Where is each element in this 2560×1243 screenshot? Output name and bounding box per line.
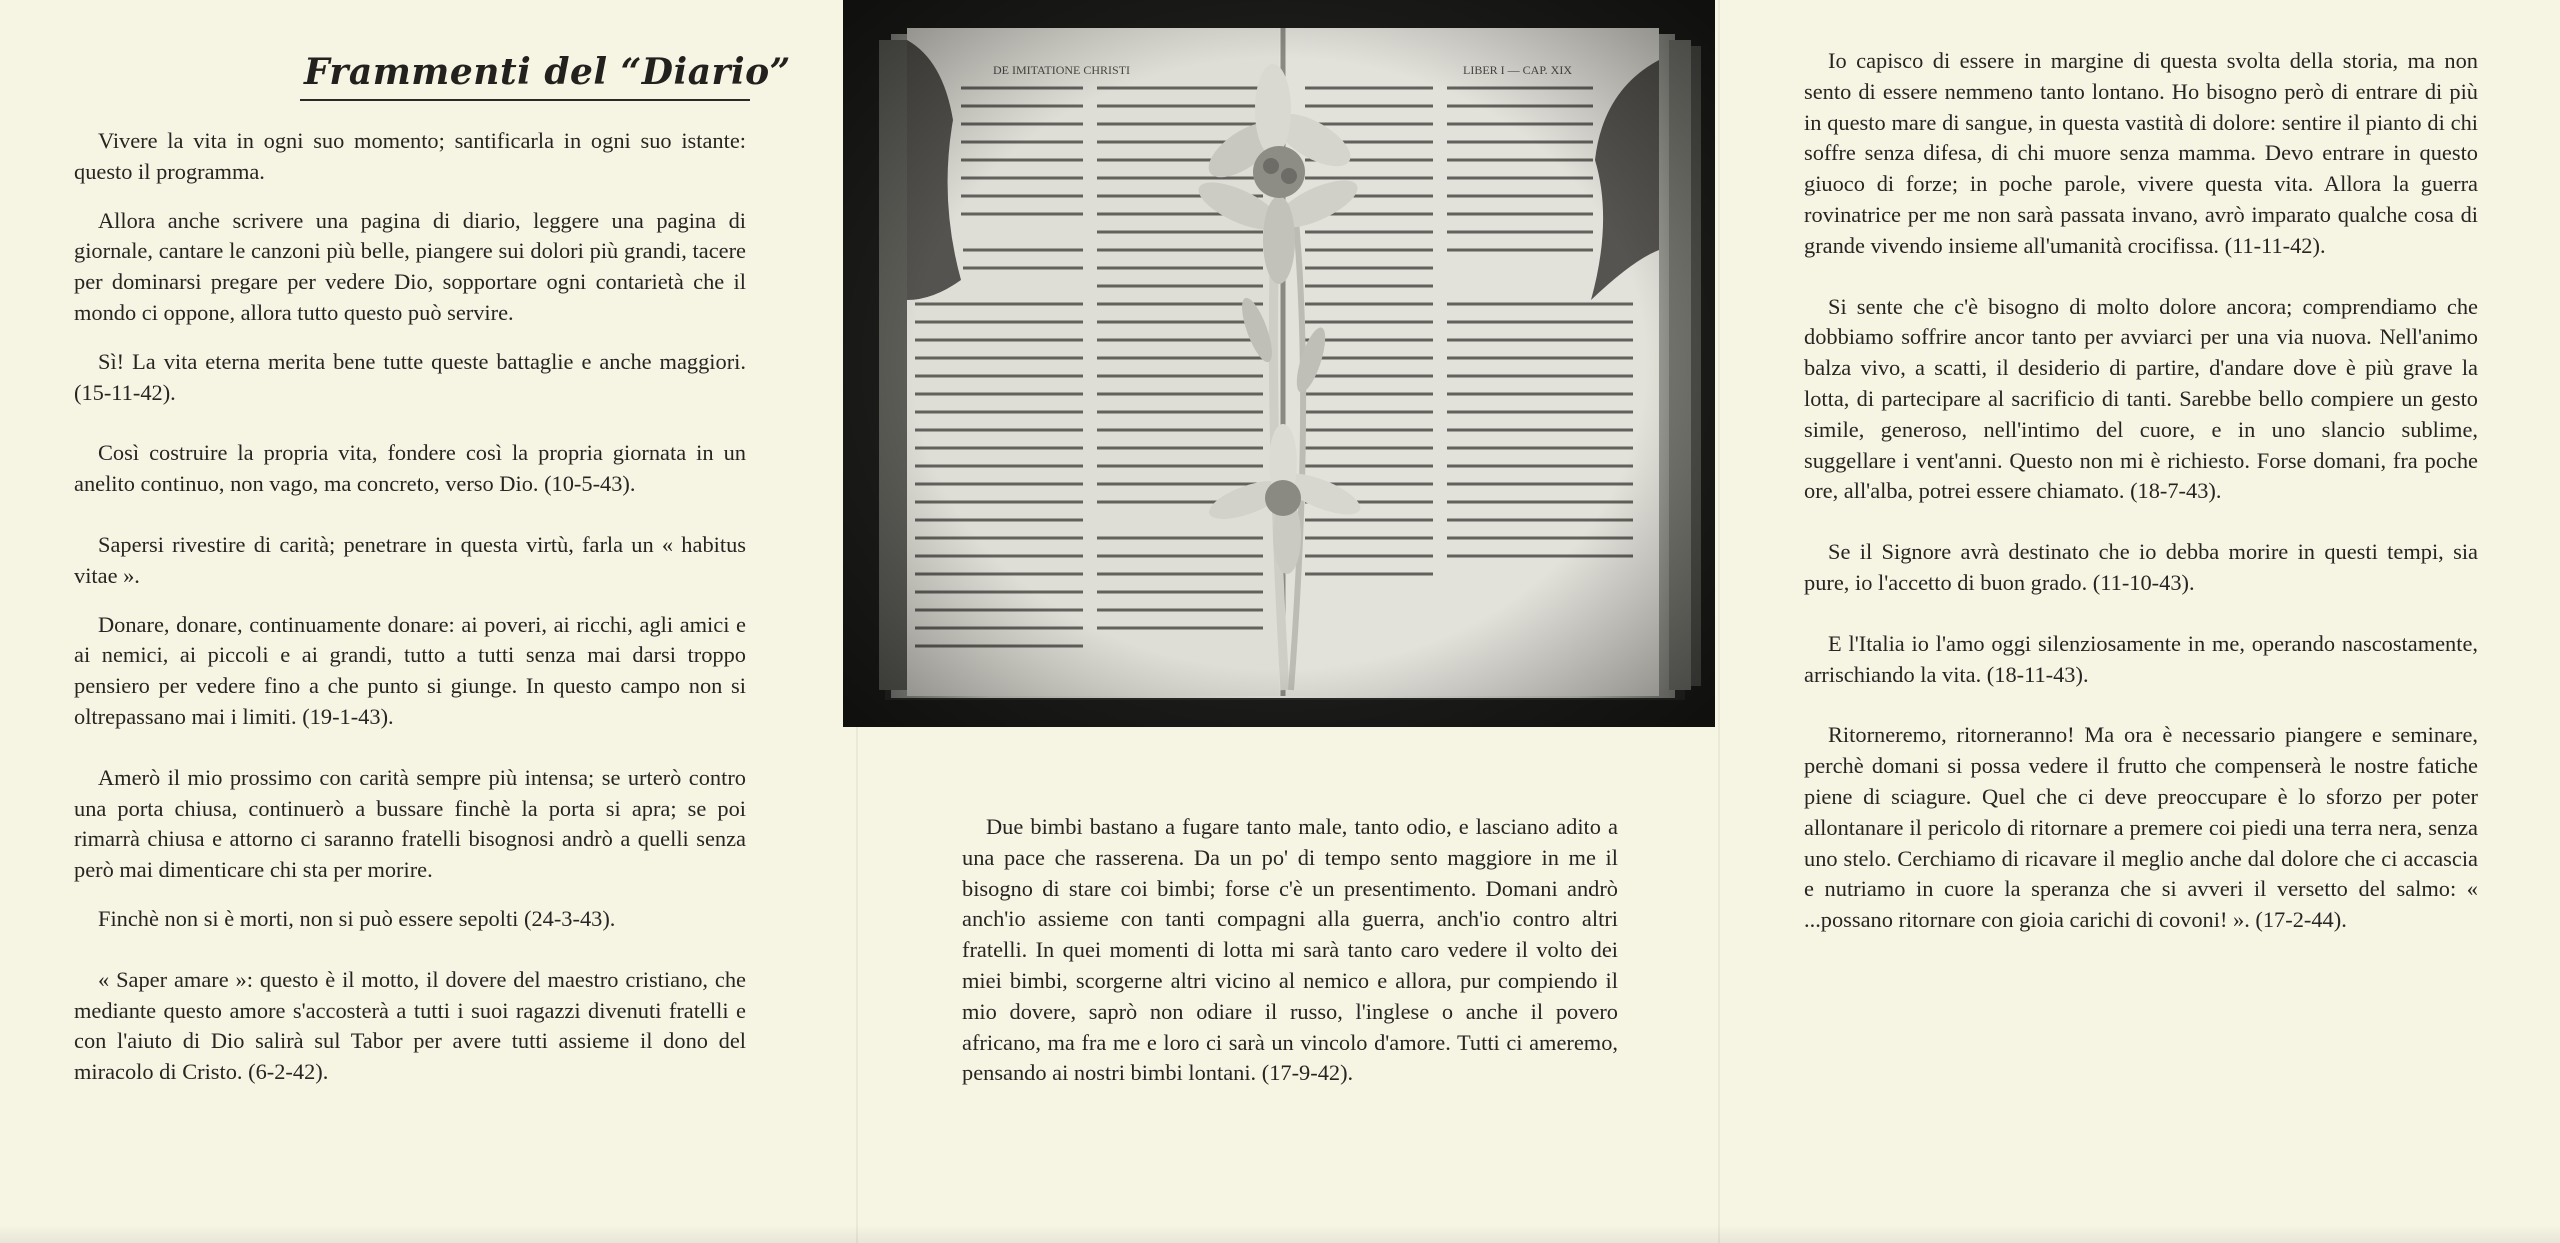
- middle-column: [962, 812, 1618, 1107]
- paragraph: Così costruire la propria vita, fondere così la propria giornata in un anelito continuo, non vago, ma concreto, verso Dio. (10-5-43).: [74, 440, 746, 497]
- page-title: Frammenti del “Diario”: [304, 51, 791, 93]
- paragraph: Amerò il mio prossimo con carità sempre più intensa; se urterò contro una porta chiusa, continuerò a bussare finchè la porta si apra; se poi rimarrà chiusa e attorno ci saranno fratelli bisognosi andrò a quelli senza però mai dimenticare chi sta per morire.: [74, 764, 746, 883]
- paragraph: Io capisco di essere in margine di questa svolta della storia, ma non sento di essere nemmeno tanto lontano. Ho bisogno però di entrare di più in questo mare di sangue, in questa vastità di dolore: sentire il pianto di chi soffre senza difesa, di chi muore senza mamma. Devo entrare in questo giuoco di forze; in poche parole, vivere questa vita. Allora la guerra rovinatrice per me non sarà passata invano, avrò imparato qualche cosa di grande vivendo insieme all'umanità crocifissa. (11-11-42).: [1804, 48, 2478, 258]
- right-column: [1804, 46, 2478, 954]
- paragraph: Se il Signore avrà destinato che io debba morire in questi tempi, sia pure, io l'accetto di buon grado. (11-10-43).: [1804, 539, 2478, 595]
- paragraph: Ritorneremo, ritorneranno! Ma ora è necessario piangere e seminare, perchè domani si possa vedere il frutto che compenserà le nostre fatiche piene di sciagure. Quel che ci deve preoccupare è lo sforzo per poter allontanare il pericolo di ritornare a premere coi piedi una terra nera, senza uno stelo. Cerchiamo di ricavare il meglio anche dal dolore che ci accascia e nutriamo in cuore la speranza che si avveri il versetto del salmo: « ...possano ritornare con gioia carichi di covoni! ». (17-2-44).: [1804, 722, 2478, 933]
- paragraph: Vivere la vita in ogni suo momento; santificarla in ogni suo istante: questo il programma.: [74, 128, 746, 184]
- paragraph: Sì! La vita eterna merita bene tutte queste battaglie e anche maggiori. (15-11-42).: [74, 348, 746, 405]
- scan-shadow: [0, 1225, 2560, 1243]
- title-underline: [300, 99, 750, 101]
- open-book-with-edelweiss-image: [843, 0, 1715, 727]
- paragraph: E l'Italia io l'amo oggi silenziosamente in me, operando nascostamente, arrischiando la vita. (18-11-43).: [1804, 630, 2478, 687]
- paragraph: Allora anche scrivere una pagina di diario, leggere una pagina di giornale, cantare le canzoni più belle, piangere sui dolori più grandi, tacere per dominarsi pregare per vedere Dio, sopportare ogni contarietà che il mondo ci oppone, allora tutto questo può servire.: [74, 207, 746, 325]
- paragraph: Finchè non si è morti, non si può essere sepolti (24-3-43).: [98, 905, 616, 931]
- paragraph: Sapersi rivestire di carità; penetrare in questa virtù, farla un « habitus vitae ».: [74, 531, 746, 588]
- paragraph: Due bimbi bastano a fugare tanto male, tanto odio, e lasciano adito a una pace che rasserena. Da un po' di tempo sento maggiore in me il bisogno di stare coi bimbi; forse c'è un presentimento. Domani andrò anch'io assieme con tanti compagni alla guerra, anch'io contro altri fratelli. In quei momenti di lotta mi sarà tanto caro vedere il volto dei miei bimbi, scorgerne altri vicino al nemico e allora, pur compiendo il mio dovere, saprò non odiare il russo, l'inglese o anche il povero africano, ma fra me e loro ci sarà un vincolo d'amore. Tutti ci ameremo, pensando ai nostri bimbi lontani. (17-9-42).: [962, 814, 1618, 1086]
- paragraph: « Saper amare »: questo è il motto, il dovere del maestro cristiano, che mediante questo amore s'accosterà a tutti i suoi ragazzi divenuti fratelli e con l'aiuto di Dio salirà sul Tabor per avere tutti assieme il dono del miracolo di Cristo. (6-2-42).: [74, 966, 746, 1085]
- paragraph: Si sente che c'è bisogno di molto dolore ancora; comprendiamo che dobbiamo soffrire ancor tanto per avviarci per una via nuova. Nell'animo balza vivo, a scatti, il desiderio di partire, d'andare dove è più grave la lotta, di partecipare al sacrificio di tanti. Sarebbe bello compiere un gesto simile, generoso, nell'intimo del cuore, e in uno slancio sublime, suggellare i vent'anni. Questo non mi è richiesto. Forse domani, fra poche ore, all'alba, potrei essere chiamato. (18-7-43).: [1804, 293, 2478, 504]
- paragraph: Donare, donare, continuamente donare: ai poveri, ai ricchi, agli amici e ai nemici, ai piccoli e ai grandi, tutto a tutti senza mai darsi troppo pensiero per vedere fino a che punto si giunge. In questo campo non si oltrepassano mai i limiti. (19-1-43).: [74, 611, 746, 729]
- page-fold-right: [1718, 0, 1720, 1243]
- book-photograph: [843, 0, 1715, 727]
- left-column: [74, 126, 746, 1106]
